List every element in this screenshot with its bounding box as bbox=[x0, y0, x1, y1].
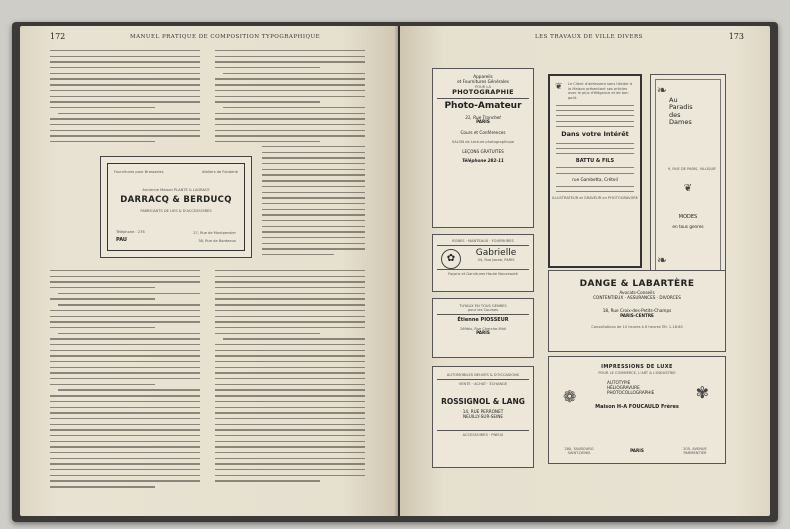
business-card-darracq bbox=[100, 156, 252, 258]
ad-text: ACCESSOIRES · PNEUS bbox=[462, 432, 504, 437]
ad-text: PARIS bbox=[476, 119, 490, 125]
ad-text: et Fournitures Générales bbox=[457, 78, 509, 84]
ad-title: Au bbox=[669, 96, 678, 104]
ad-text: 34, Rue Jacob, PARIS bbox=[477, 258, 515, 263]
right-page bbox=[400, 26, 770, 516]
ad-text: PARIS-CENTRE bbox=[620, 312, 654, 318]
ad-text: PARIS bbox=[630, 448, 644, 454]
ad-text: AUTOTYPIE bbox=[607, 379, 631, 385]
ad-text: 9, RUE DE PARIS, VILLEJUIF bbox=[667, 167, 717, 171]
ad-text: NEUILLY-SUR-SEINE bbox=[462, 413, 504, 419]
ad-title: DANGE & LABARTÈRE bbox=[579, 279, 695, 289]
poppy-icon: ✾ bbox=[695, 383, 709, 402]
card-address-2: 38, Rue de Bordeaux bbox=[198, 238, 236, 243]
running-head: MANUEL PRATIQUE DE COMPOSITION TYPOGRAPHIQUE bbox=[130, 34, 321, 40]
card-tagline: FABRICANTS DE LIES & D'ACCESSOIRES bbox=[140, 209, 212, 213]
ad-text: HÉLIOGRAVURE bbox=[607, 384, 640, 390]
ad-text: POUR LE COMMERCE, L'ART & L'INDUSTRIE bbox=[598, 370, 676, 375]
ad-text: 31, Rue Tronchet bbox=[465, 114, 501, 120]
open-book bbox=[12, 22, 778, 522]
ad-text: Consultations de 10 heures à 6 heures Tél. 1.18-60 bbox=[591, 324, 683, 329]
card-address-1: 27, Rue de Montpensier bbox=[193, 230, 236, 235]
page-number: 172 bbox=[50, 32, 66, 41]
ad-title: Dans votre Intérêt bbox=[561, 130, 629, 139]
ad-title: MODES bbox=[678, 214, 698, 220]
ad-text: Avocats-Conseils bbox=[619, 290, 655, 296]
ad-title: PHOTOGRAPHIE bbox=[452, 87, 514, 96]
ad-text: PARIS bbox=[476, 330, 490, 336]
ad-text: POUR LA bbox=[475, 84, 491, 89]
vine-ornament-icon: ❧ bbox=[657, 83, 668, 97]
ad-etienne-piosseur bbox=[432, 298, 534, 358]
text-column bbox=[215, 270, 365, 486]
ad-dange-labartere bbox=[548, 270, 726, 352]
card-top-right: Ateliers de Fonderie bbox=[202, 170, 238, 174]
ad-text: 18, Rue Croix-des-Petits-Champs bbox=[602, 308, 672, 313]
ad-text: 14, RUE PERRONET bbox=[462, 408, 504, 414]
ad-text: SALON de Lecture photographique bbox=[451, 140, 515, 145]
ad-text: 205, AVENUE PARMENTIER bbox=[683, 446, 707, 455]
text-column bbox=[215, 50, 365, 147]
fleuron-icon: ❁ bbox=[563, 387, 577, 406]
vine-ornament-icon: ❧ bbox=[657, 253, 668, 267]
ad-text: 280, FAUBOURG SAINT-DENIS bbox=[564, 446, 594, 455]
ad-title: Photo-Amateur bbox=[444, 101, 522, 112]
ad-text: ROBES · MANTEAUX · FOURRURES bbox=[452, 239, 514, 243]
page-number: 173 bbox=[728, 32, 744, 41]
ad-text: AUTOMOBILES NEUVES & D'OCCASIONS bbox=[446, 373, 520, 377]
bird-icon: ❦ bbox=[683, 183, 693, 194]
card-phone: Téléphone : 278 bbox=[116, 229, 145, 234]
medallion-icon: ✿ bbox=[441, 249, 461, 269]
ad-text: Appareils bbox=[473, 74, 493, 79]
ad-text: Le Client d'adressera sans hésiter à la Maison présentant ses articles avec le plus d'élégance et de bon goût. bbox=[568, 82, 633, 101]
ad-text: pour les Courses bbox=[467, 308, 499, 313]
ad-text: Cours et Conférences bbox=[460, 130, 506, 136]
ad-title: Étienne PIOSSEUR bbox=[457, 317, 509, 324]
card-top-left: Fournitures pour Brasseries bbox=[114, 170, 164, 174]
card-city: PAU bbox=[116, 237, 127, 244]
card-subtitle: Ancienne Maison PLANTE & LAGRACE bbox=[142, 188, 210, 192]
ad-text: TUYAUX EN TOUS GENRES bbox=[459, 304, 507, 308]
ad-text: VENTE · ACHAT · ÉCHANGE bbox=[458, 382, 508, 387]
ad-paradis-des-dames bbox=[650, 74, 726, 276]
ad-gabrielle bbox=[432, 234, 534, 292]
ornament-icon: ❦ bbox=[555, 82, 563, 92]
ad-title: Dames bbox=[669, 118, 692, 127]
left-page bbox=[20, 26, 398, 516]
ad-text: rue Gambetta, Créteil bbox=[572, 176, 618, 182]
ad-impressions-de-luxe bbox=[548, 356, 726, 464]
ad-text: Téléphone 282-11 bbox=[462, 158, 504, 164]
ad-photo-amateur bbox=[432, 68, 534, 228]
ad-title: Gabrielle bbox=[475, 248, 517, 259]
text-column bbox=[262, 146, 365, 260]
ad-text: ILLUSTRATEUR et GRAVEUR en PHOTOGRAVURE bbox=[552, 196, 638, 201]
ad-text: Façons et Garnitures Haute Nouveauté bbox=[448, 271, 518, 276]
ad-title: ROSSIGNOL & LANG bbox=[441, 397, 525, 407]
text-column bbox=[50, 50, 200, 147]
ad-rossignol-lang bbox=[432, 366, 534, 468]
ad-text: 269bis, Rue Cherche-Midi bbox=[460, 327, 506, 331]
ad-title: Paradis bbox=[669, 103, 693, 112]
ad-title: BATTU & FILS bbox=[575, 157, 615, 164]
card-name: DARRACQ & BERDUCQ bbox=[120, 195, 232, 205]
ad-text: LEÇONS GRATUITES bbox=[462, 149, 504, 155]
ad-title: des bbox=[669, 110, 681, 119]
ad-text: en tous genres bbox=[672, 224, 704, 229]
ad-title: Maison H-A FOUCAULD Frères bbox=[595, 404, 679, 411]
ad-text: CONTENTIEUX · ASSURANCES · DIVORCES bbox=[593, 295, 681, 301]
ad-text: PHOTOCOLLOGRAPHIE bbox=[607, 389, 655, 395]
running-head: LES TRAVAUX DE VILLE DIVERS bbox=[535, 34, 643, 40]
ad-battu-fils bbox=[548, 74, 642, 268]
text-column bbox=[50, 270, 200, 492]
ad-title: IMPRESSIONS DE LUXE bbox=[601, 364, 673, 370]
